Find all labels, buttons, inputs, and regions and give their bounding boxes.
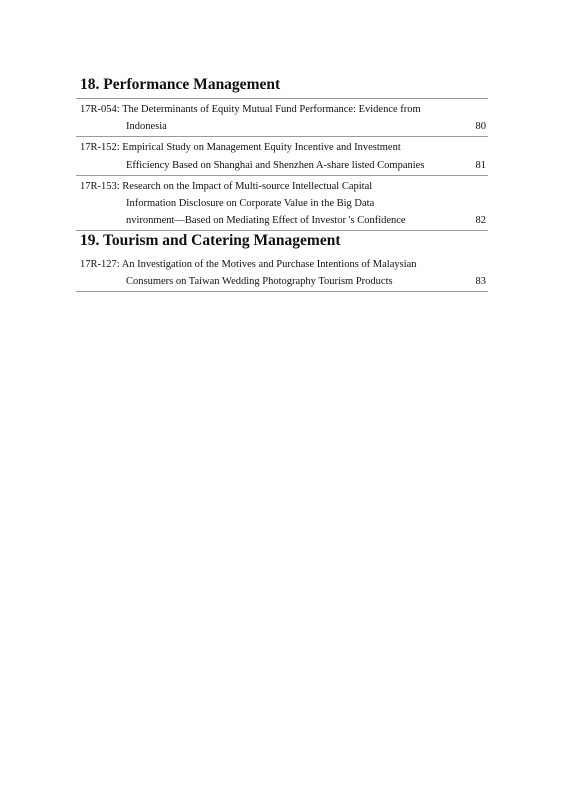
section-title: 18. Performance Management xyxy=(80,76,281,93)
toc-entry[interactable] xyxy=(76,137,488,175)
entry-text-line: Consumers on Taiwan Wedding Photography Tourism Products xyxy=(126,276,393,288)
entry-text-line: 17R-153: Research on the Impact of Multi-source Intellectual Capital xyxy=(80,180,373,192)
entry-list xyxy=(76,254,488,292)
toc-entry[interactable] xyxy=(76,254,488,292)
page-number: 81 xyxy=(475,159,486,171)
entry-text-line-with-page xyxy=(76,118,488,135)
entry-text-line-with-page xyxy=(76,212,488,229)
entry-text-line: Information Disclosure on Corporate Value in the Big Data xyxy=(126,197,375,209)
entry-text-line: Indonesia xyxy=(126,121,167,133)
entry-text-line-with-page xyxy=(76,273,488,290)
entry-text-line: 17R-127: An Investigation of the Motives and Purchase Intentions of Malaysian xyxy=(80,259,417,270)
section-performance-management xyxy=(76,74,488,231)
entry-text-line: nvironment—Based on Mediating Effect of Investor 's Confidence xyxy=(126,215,406,227)
page-number: 80 xyxy=(475,121,486,133)
toc-entry[interactable] xyxy=(76,176,488,232)
section-title: 19. Tourism and Catering Management xyxy=(80,232,341,249)
entry-list xyxy=(76,98,488,231)
entry-text-line: Efficiency Based on Shanghai and Shenzhen A-share listed Companies xyxy=(126,159,425,171)
entry-text-line-with-page xyxy=(76,157,488,174)
page-number: 82 xyxy=(475,215,486,227)
entry-text-line: 17R-152: Empirical Study on Management Equity Incentive and Investment xyxy=(80,142,401,154)
entry-text-line: 17R-054: The Determinants of Equity Mutual Fund Performance: Evidence from xyxy=(80,104,421,115)
page-number: 83 xyxy=(475,276,486,288)
toc-entry[interactable] xyxy=(76,99,488,137)
section-tourism-and-catering-management xyxy=(76,230,488,292)
